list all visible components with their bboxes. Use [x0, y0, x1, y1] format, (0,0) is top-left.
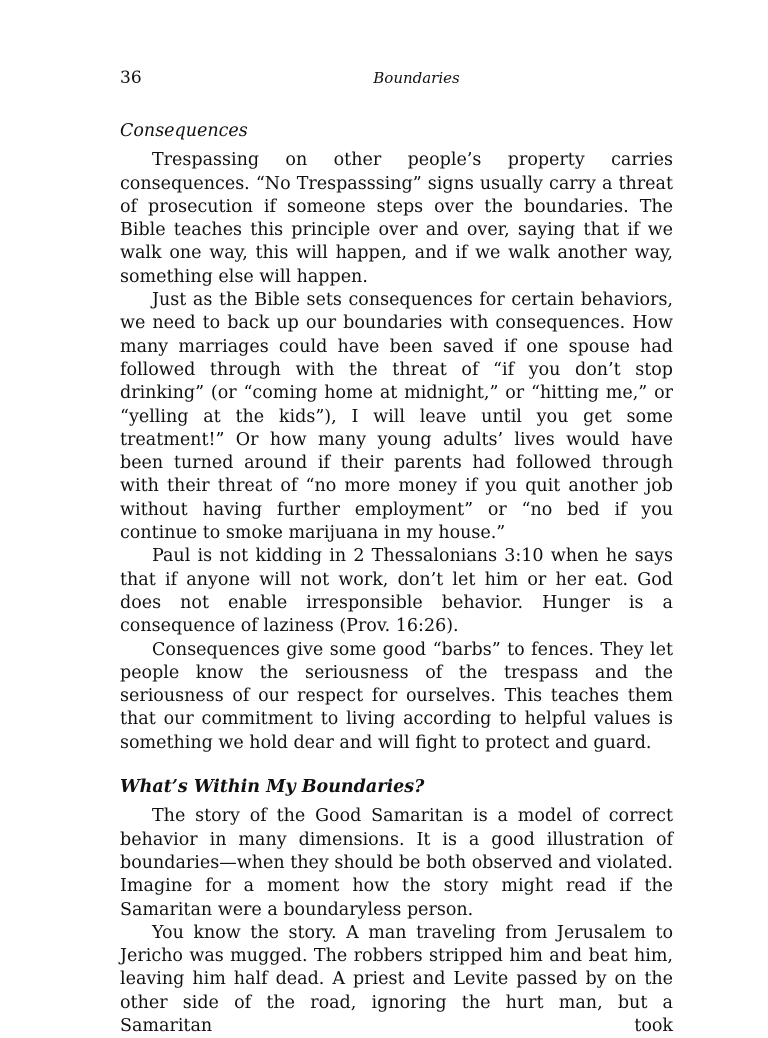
paragraph: Just as the Bible sets consequences for certain behaviors, we need to back up our boundaries with consequences. How many marriages could have been saved if one spouse had followed through with the threat of “if you don’t stop drinking” (or “coming home at midnight,” or “hitting me,” or “yelling at the kids”), I will leave until you get some treatment!” Or how many young adults’ lives would have been turned around if their parents had followed through with their threat of “no more money if you quit another job without having further employment” or “no bed if you continue to smoke marijuana in my house.” — [120, 290, 673, 544]
section-heading-within-boundaries: What’s Within My Boundaries? — [120, 777, 425, 798]
paragraph: Consequences give some good “barbs” to fences. They let people know the seriousness of the trespass and the seriousness of our respect for ourselves. This teaches them that our commitment to living according to helpful values is something we hold dear and will fight to protect and guard. — [120, 639, 673, 753]
book-page — [120, 0, 673, 1036]
paragraph: You know the story. A man traveling from Jerusalem to Jericho was mugged. The robbers stripped him and beat him, leaving him half dead. A priest and Levite passed by on the other side of the road, ignoring the hurt man, but a Samaritan took — [120, 922, 673, 1036]
paragraph: Trespassing on other people’s property carries consequences. “No Trespasssing” signs usually carry a threat of prosecution if someone steps over the boundaries. The Bible teaches this principle over and over, saying that if we walk one way, this will happen, and if we walk another way, something else will happen. — [120, 150, 673, 287]
page-number: 36 — [120, 68, 142, 88]
running-head — [120, 68, 673, 92]
section-heading-consequences: Consequences — [120, 121, 248, 141]
running-title: Boundaries — [373, 69, 460, 87]
body-text — [120, 120, 673, 1038]
paragraph: The story of the Good Samaritan is a model of correct behavior in many dimensions. It is a good illustration of boundaries—when they should be both observed and violated. Imagine for a moment how the story might read if the Samaritan were a boundaryless person. — [120, 806, 673, 920]
paragraph: Paul is not kidding in 2 Thessalonians 3:10 when he says that if anyone will not work, don’t let him or her eat. God does not enable irresponsible behavior. Hunger is a consequence of laziness (Prov. 16:26). — [120, 546, 673, 637]
